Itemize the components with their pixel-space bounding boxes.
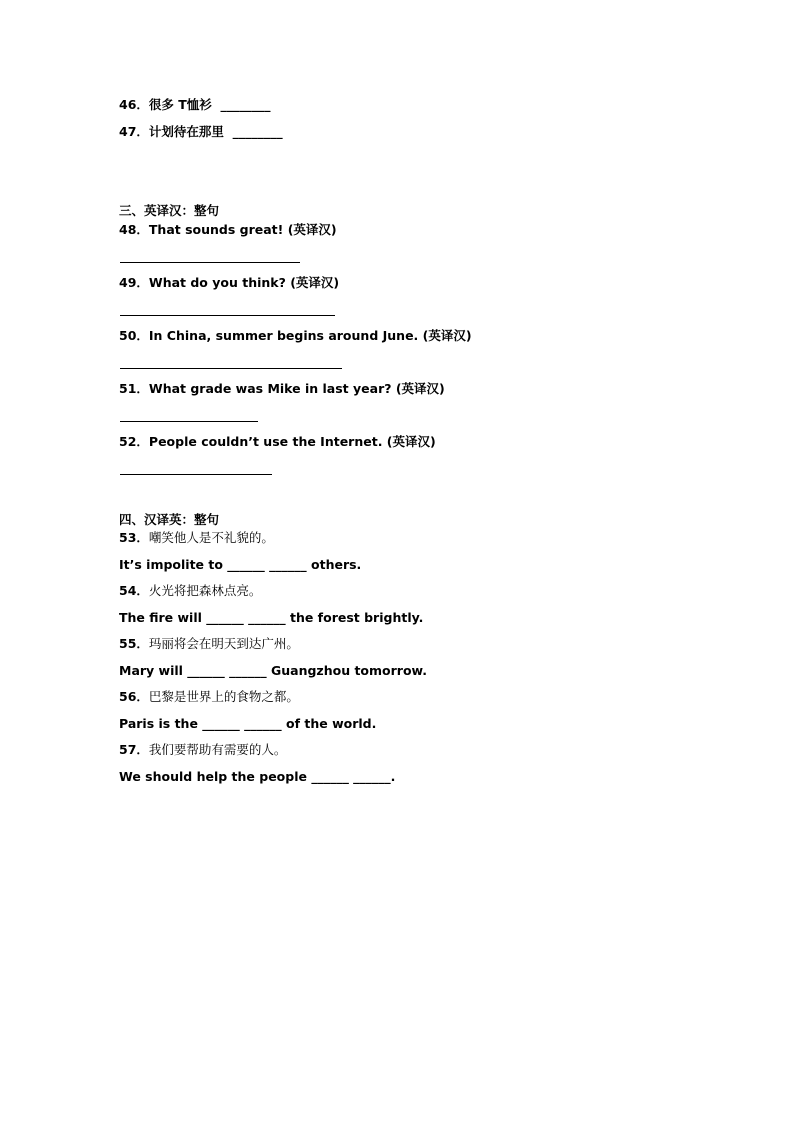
answer-blank[interactable]: ________: [232, 124, 283, 139]
item-text: In China, summer begins around June. (英译汉): [148, 328, 472, 343]
item-text: People couldn’t use the Internet. (英译汉): [148, 434, 436, 449]
item-number: 54．: [119, 583, 149, 598]
item-number: 53．: [119, 530, 149, 545]
item-number: 50．: [119, 328, 149, 343]
question-52: [119, 434, 436, 450]
item-number: 49．: [119, 275, 149, 290]
item-text: 计划待在那里: [148, 124, 224, 139]
question-56-prompt: [119, 689, 299, 705]
item-text: That sounds great! (英译汉): [148, 222, 337, 237]
item-text: What do you think? (英译汉): [148, 275, 340, 290]
question-51: [119, 381, 445, 397]
item-text: 玛丽将会在明天到达广州。: [148, 636, 299, 651]
answer-line-51[interactable]: [120, 421, 258, 422]
item-number: 56．: [119, 689, 149, 704]
question-54-sentence[interactable]: The fire will ______ ______ the forest brightly.: [119, 610, 424, 625]
section3-heading: 三、英译汉：整句: [119, 203, 220, 218]
item-text: 很多 T恤衫: [148, 97, 212, 112]
item-text: 巴黎是世界上的食物之都。: [148, 689, 299, 704]
item-text: What grade was Mike in last year? (英译汉): [148, 381, 445, 396]
item-text: 火光将把森林点亮。: [148, 583, 262, 598]
answer-line-48[interactable]: [120, 262, 300, 263]
answer-line-49[interactable]: [120, 315, 335, 316]
question-48: [119, 222, 337, 238]
question-53-prompt: [119, 530, 274, 546]
item-text: 嘲笑他人是不礼貌的。: [148, 530, 274, 545]
item-number: 55．: [119, 636, 149, 651]
question-53-sentence[interactable]: It’s impolite to ______ ______ others.: [119, 557, 362, 572]
item-number: 52．: [119, 434, 149, 449]
question-50: [119, 328, 472, 344]
question-54-prompt: [119, 583, 261, 599]
answer-line-50[interactable]: [120, 368, 342, 369]
item-number: 46．: [119, 97, 149, 112]
question-49: [119, 275, 339, 291]
answer-blank[interactable]: ________: [220, 97, 271, 112]
item-number: 47．: [119, 124, 149, 139]
section4-heading: 四、汉译英：整句: [119, 512, 220, 527]
question-56-sentence[interactable]: Paris is the ______ ______ of the world.: [119, 716, 377, 731]
question-57-prompt: [119, 742, 286, 758]
question-55-sentence[interactable]: Mary will ______ ______ Guangzhou tomorrow.: [119, 663, 428, 678]
answer-line-52[interactable]: [120, 474, 272, 475]
vocab-item-47: [119, 124, 283, 140]
question-57-sentence[interactable]: We should help the people ______ ______.: [119, 769, 396, 784]
question-55-prompt: [119, 636, 299, 652]
vocab-item-46: [119, 97, 271, 113]
item-text: 我们要帮助有需要的人。: [148, 742, 287, 757]
item-number: 48．: [119, 222, 149, 237]
item-number: 51．: [119, 381, 149, 396]
item-number: 57．: [119, 742, 149, 757]
